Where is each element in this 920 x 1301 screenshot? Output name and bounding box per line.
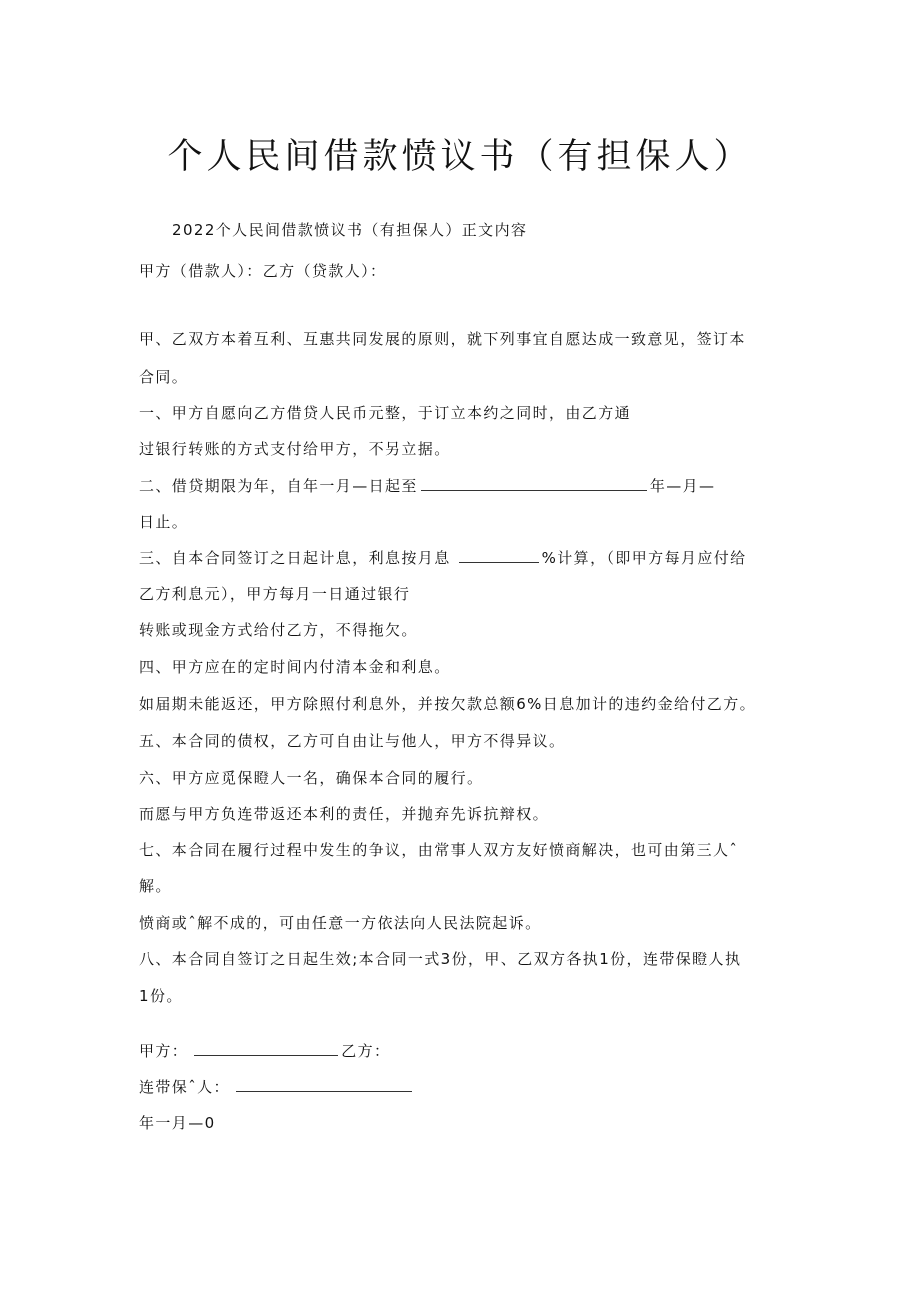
interest-rate-blank — [459, 548, 539, 563]
party-b-label: 乙方： — [341, 1042, 391, 1060]
intro-line-1: 甲、乙双方本着互利、互惠共同发展的原则，就下列事宜自愿达成一致意见，签订本 — [139, 330, 746, 348]
clause-5: 五、本合同的债权，乙方可自由让与他人，甲方不得异议。 — [139, 732, 566, 750]
clause-3-line-2: 乙方利息元），甲方每月一日通过银行 — [139, 585, 411, 603]
document-title: 个人民间借款愤议书（有担保人） — [167, 137, 753, 177]
clause-3-text-b: %计算，（即甲方每月应付给 — [541, 549, 747, 567]
signature-parties-line — [139, 1039, 390, 1063]
date-line: 年一月—0 — [139, 1114, 216, 1132]
clause-6-line-2: 而愿与甲方负连带返还本利的责任，并抛弃先诉抗辩权。 — [139, 805, 550, 823]
clause-3-text-a: 三、自本合同签订之日起计息，利息按月息 — [139, 549, 451, 567]
clause-3-line-1 — [139, 546, 747, 570]
clause-4-line-2: 如届期未能返还，甲方除照付利息外，并按欠款总额6%日息加计的违约金给付乙方。 — [139, 695, 756, 713]
clause-2-line-2: 日止。 — [139, 513, 189, 531]
clause-7-line-1: 七、本合同在履行过程中发生的争议，由常事人双方友好愤商解决，也可由第三人ˆ — [139, 841, 739, 859]
clause-7-line-2: 解。 — [139, 877, 172, 895]
clause-6-line-1: 六、甲方应觅保瞪人一名，确保本合同的履行。 — [139, 769, 484, 787]
clause-8-line-1: 八、本合同自签订之日起生效;本合同一式3份，甲、乙双方各执1份，连带保瞪人执 — [139, 950, 742, 968]
party-a-signature-blank — [194, 1041, 338, 1056]
clause-3-line-3: 转账或现金方式给付乙方，不得拖欠。 — [139, 621, 418, 639]
clause-2-text-a: 二、借贷期限为年，自年一月—日起至 — [139, 477, 418, 495]
clause-4-line-1: 四、甲方应在的定时间内付清本金和利息。 — [139, 658, 451, 676]
clause-2-line-1 — [139, 474, 715, 498]
intro-line-2: 合同。 — [139, 368, 189, 386]
clause-1-line-2: 过银行转账的方式支付给甲方，不另立据。 — [139, 440, 451, 458]
clause-7-line-3: 愤商或ˆ解不成的，可由任意一方依法向人民法院起诉。 — [139, 914, 542, 932]
document-subtitle: 2022个人民间借款愤议书（有担保人）正文内容 — [172, 221, 528, 239]
clause-8-line-2: 1份。 — [139, 987, 183, 1005]
end-date-blank — [421, 476, 647, 491]
clause-2-text-b: 年—月— — [649, 477, 716, 495]
guarantor-signature-blank — [236, 1077, 412, 1092]
guarantor-label: 连带保ˆ人： — [139, 1078, 230, 1096]
guarantor-line — [139, 1075, 415, 1099]
clause-1-line-1: 一、甲方自愿向乙方借贷人民币元整，于订立本约之同时，由乙方通 — [139, 404, 632, 422]
parties-line: 甲方（借款人）：乙方（贷款人）： — [139, 262, 387, 280]
party-a-label: 甲方： — [139, 1042, 189, 1060]
